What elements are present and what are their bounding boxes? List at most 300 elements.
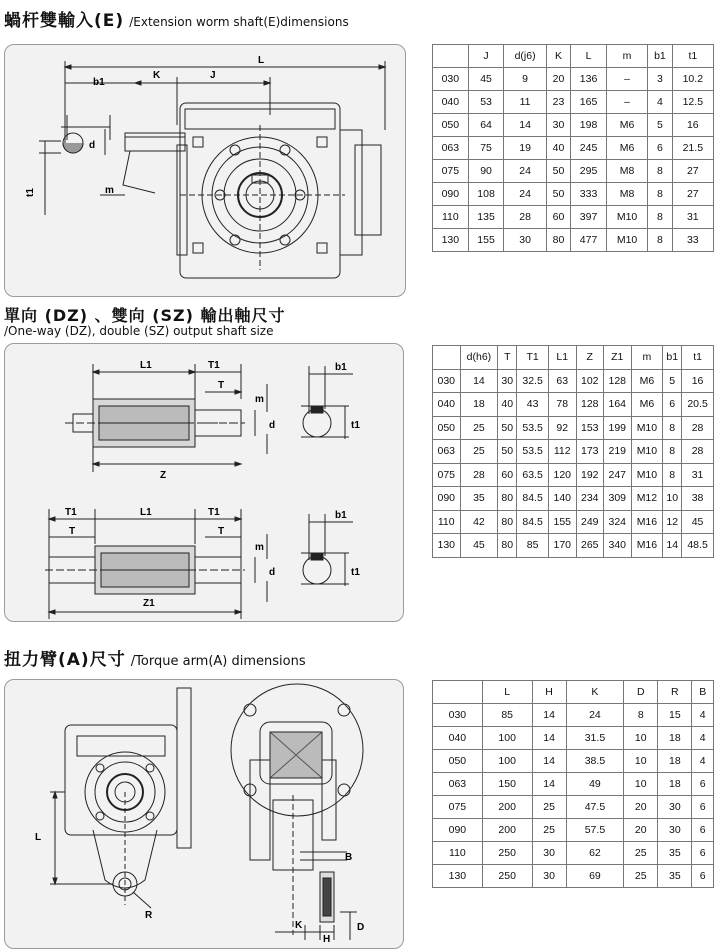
table-cell: 6 (692, 842, 714, 865)
label-b1: b1 (93, 77, 105, 88)
table-cell: M10 (606, 229, 647, 252)
table-cell: 4 (692, 750, 714, 773)
worm-shaft-table (432, 44, 714, 252)
row-size-cell: 030 (433, 68, 469, 91)
label-t1-bottom: t1 (351, 567, 360, 578)
table-cell: 21.5 (672, 137, 713, 160)
table-row (433, 463, 714, 487)
table-cell: 40 (546, 137, 570, 160)
table-cell: 265 (576, 534, 604, 558)
table-cell: 6 (663, 393, 682, 417)
table-cell: 16 (682, 369, 714, 393)
label-m-top: m (255, 394, 264, 405)
table-cell: 49 (566, 773, 624, 796)
table-cell: 100 (482, 727, 532, 750)
table-row (433, 68, 714, 91)
table-cell: 219 (604, 440, 632, 464)
table-cell: 14 (532, 750, 566, 773)
table-cell: 14 (532, 727, 566, 750)
table-cell: 60 (546, 206, 570, 229)
row-size-cell: 075 (433, 160, 469, 183)
row-size-cell: 063 (433, 773, 483, 796)
table-cell: 80 (498, 510, 517, 534)
table-cell: M6 (606, 114, 647, 137)
table-cell: 112 (549, 440, 577, 464)
table-cell: 245 (571, 137, 607, 160)
table-cell: 63 (549, 369, 577, 393)
table-cell: M10 (631, 416, 663, 440)
table-cell: 234 (576, 487, 604, 511)
table-cell: 14 (460, 369, 498, 393)
table-cell: M16 (631, 510, 663, 534)
row-size-cell: 090 (433, 819, 483, 842)
table-cell: 200 (482, 819, 532, 842)
torque-arm-drawing (4, 679, 404, 949)
column-header: b1 (648, 45, 672, 68)
label-t1: t1 (25, 188, 36, 197)
section1-heading (4, 6, 349, 31)
column-header: Z1 (604, 346, 632, 370)
table-cell: 50 (546, 160, 570, 183)
table-cell: 4 (648, 91, 672, 114)
table-cell: 198 (571, 114, 607, 137)
label-T1-top: T1 (208, 360, 220, 371)
column-header: m (606, 45, 647, 68)
table-cell: 4 (692, 727, 714, 750)
table-cell: 30 (658, 796, 692, 819)
table-cell: 84.5 (517, 487, 549, 511)
column-header: b1 (663, 346, 682, 370)
label-d-top: d (269, 420, 276, 431)
table-cell: 45 (682, 510, 714, 534)
table-cell: 57.5 (566, 819, 624, 842)
table-cell: 6 (692, 819, 714, 842)
row-size-cell: 040 (433, 393, 461, 417)
table-cell: 100 (482, 750, 532, 773)
table-cell: 20.5 (682, 393, 714, 417)
row-size-cell: 090 (433, 183, 469, 206)
table-cell: 25 (624, 865, 658, 888)
table-cell: 8 (663, 440, 682, 464)
label-T1-right: T1 (208, 507, 220, 518)
table-cell: 50 (498, 416, 517, 440)
table-cell: 28 (682, 440, 714, 464)
table-cell: 10.2 (672, 68, 713, 91)
column-header: K (566, 681, 624, 704)
table-cell: 20 (624, 796, 658, 819)
table-cell: 14 (663, 534, 682, 558)
table-cell: 45 (460, 534, 498, 558)
row-size-cell: 110 (433, 842, 483, 865)
row-size-cell: 130 (433, 865, 483, 888)
table-cell: 200 (482, 796, 532, 819)
table-cell: 8 (648, 160, 672, 183)
table-row (433, 704, 714, 727)
label-J: J (210, 70, 216, 81)
table-cell: 477 (571, 229, 607, 252)
section3-title-cn: 扭力臂(A)尺寸 (4, 650, 126, 670)
table-cell: 30 (546, 114, 570, 137)
table-cell: 31 (682, 463, 714, 487)
table-cell: 35 (658, 842, 692, 865)
table-cell: 173 (576, 440, 604, 464)
label-L: L (35, 832, 42, 843)
table-cell: 53.5 (517, 416, 549, 440)
table-cell: 31 (672, 206, 713, 229)
table-cell: 14 (532, 704, 566, 727)
table-cell: M10 (606, 206, 647, 229)
column-header: R (658, 681, 692, 704)
table-header-row (433, 346, 714, 370)
table-cell: 128 (604, 369, 632, 393)
table-cell: 75 (468, 137, 504, 160)
table-cell: 165 (571, 91, 607, 114)
table-cell: M6 (631, 393, 663, 417)
table-cell: 8 (624, 704, 658, 727)
table-cell: 31.5 (566, 727, 624, 750)
torque-arm-svg (5, 680, 403, 948)
table-cell: 250 (482, 842, 532, 865)
section3-heading (4, 645, 306, 670)
column-header: m (631, 346, 663, 370)
table-cell: 12.5 (672, 91, 713, 114)
label-Z: Z (160, 470, 167, 481)
table-cell: 120 (549, 463, 577, 487)
table-row (433, 416, 714, 440)
table-cell: 108 (468, 183, 504, 206)
table-cell: 8 (663, 463, 682, 487)
table-cell: 38 (682, 487, 714, 511)
row-size-cell: 063 (433, 137, 469, 160)
row-size-cell: 050 (433, 416, 461, 440)
table-cell: 27 (672, 160, 713, 183)
column-header: t1 (672, 45, 713, 68)
column-header: d(h6) (460, 346, 498, 370)
table-cell: 11 (504, 91, 546, 114)
row-size-cell: 040 (433, 91, 469, 114)
table-cell: 27 (672, 183, 713, 206)
row-size-cell: 050 (433, 750, 483, 773)
section2-title-en: /One-way (DZ), double (SZ) output shaft size (4, 324, 274, 338)
table-cell: 250 (482, 865, 532, 888)
column-header (433, 346, 461, 370)
column-header: L (482, 681, 532, 704)
table-cell: 14 (532, 773, 566, 796)
column-header: Z (576, 346, 604, 370)
table-cell: 50 (498, 440, 517, 464)
table-cell: M10 (631, 440, 663, 464)
table-cell: 18 (460, 393, 498, 417)
table-cell: 60 (498, 463, 517, 487)
row-size-cell: 090 (433, 487, 461, 511)
column-header: B (692, 681, 714, 704)
table-cell: 43 (517, 393, 549, 417)
column-header: T (498, 346, 517, 370)
row-size-cell: 130 (433, 229, 469, 252)
label-d-bottom: d (269, 567, 276, 578)
section1-title-cn: 蝸杆雙輸入(E) (4, 11, 125, 31)
label-L1-top: L1 (140, 360, 152, 371)
table-header-row (433, 45, 714, 68)
table-cell: 18 (658, 773, 692, 796)
table-cell: 64 (468, 114, 504, 137)
table-row (433, 510, 714, 534)
worm-shaft-drawing (4, 44, 406, 297)
section1-title-en: /Extension worm shaft(E)dimensions (129, 15, 349, 29)
row-size-cell: 040 (433, 727, 483, 750)
table-cell: 18 (658, 727, 692, 750)
table-cell: 25 (532, 796, 566, 819)
table-cell: M6 (631, 369, 663, 393)
table-cell: 25 (624, 842, 658, 865)
table-cell: 16 (672, 114, 713, 137)
table-cell: 5 (663, 369, 682, 393)
row-size-cell: 130 (433, 534, 461, 558)
table-cell: 38.5 (566, 750, 624, 773)
label-T-left: T (69, 526, 76, 537)
table-header-row (433, 681, 714, 704)
column-header: t1 (682, 346, 714, 370)
label-b1-top: b1 (335, 362, 347, 373)
table-cell: 62 (566, 842, 624, 865)
label-R: R (145, 910, 153, 921)
label-K: K (153, 70, 161, 81)
label-m-bottom: m (255, 542, 264, 553)
column-header: L1 (549, 346, 577, 370)
label-b1-bottom: b1 (335, 510, 347, 521)
column-header (433, 45, 469, 68)
table-row (433, 842, 714, 865)
table-cell: 140 (549, 487, 577, 511)
table-cell: M12 (631, 487, 663, 511)
table-cell: 35 (460, 487, 498, 511)
output-shaft-table (432, 345, 714, 558)
table-row (433, 229, 714, 252)
table-cell: 155 (468, 229, 504, 252)
row-size-cell: 030 (433, 704, 483, 727)
table-cell: 30 (658, 819, 692, 842)
row-size-cell: 050 (433, 114, 469, 137)
table-cell: 153 (576, 416, 604, 440)
label-D: D (357, 922, 365, 933)
table-cell: 33 (672, 229, 713, 252)
table-cell: 3 (648, 68, 672, 91)
table-cell: 80 (498, 534, 517, 558)
table-cell: M8 (606, 160, 647, 183)
table-cell: 6 (692, 773, 714, 796)
column-header: T1 (517, 346, 549, 370)
table-cell: 85 (482, 704, 532, 727)
table-row (433, 773, 714, 796)
table-cell: 63.5 (517, 463, 549, 487)
table-cell: 42 (460, 510, 498, 534)
table-cell: 25 (460, 440, 498, 464)
section3-title-en: /Torque arm(A) dimensions (130, 654, 306, 669)
table-cell: 9 (504, 68, 546, 91)
table-row (433, 534, 714, 558)
table-row (433, 750, 714, 773)
table-row (433, 440, 714, 464)
label-L: L (258, 55, 265, 66)
table-row (433, 114, 714, 137)
row-size-cell: 110 (433, 206, 469, 229)
table-cell: 80 (498, 487, 517, 511)
table-cell: 6 (692, 796, 714, 819)
table-cell: 170 (549, 534, 577, 558)
row-size-cell: 075 (433, 463, 461, 487)
table-cell: 23 (546, 91, 570, 114)
table-cell: 8 (648, 183, 672, 206)
table-cell: 85 (517, 534, 549, 558)
label-T1-left: T1 (65, 507, 77, 518)
table-cell: M6 (606, 137, 647, 160)
row-size-cell: 075 (433, 796, 483, 819)
table-cell: 6 (692, 865, 714, 888)
table-row (433, 369, 714, 393)
table-cell: 164 (604, 393, 632, 417)
table-cell: 8 (648, 229, 672, 252)
table-cell: 40 (498, 393, 517, 417)
table-cell: 24 (504, 160, 546, 183)
section2-title-cn: 單向 (DZ) 、雙向 (SZ) 輸出軸尺寸 (4, 306, 286, 325)
table-cell: 295 (571, 160, 607, 183)
table-cell: 25 (532, 819, 566, 842)
table-cell: 53.5 (517, 440, 549, 464)
table-cell: 155 (549, 510, 577, 534)
label-T-right: T (218, 526, 225, 537)
table-row (433, 183, 714, 206)
table-cell: M8 (606, 183, 647, 206)
table-row (433, 137, 714, 160)
table-cell: 6 (648, 137, 672, 160)
table-cell: 30 (498, 369, 517, 393)
table-cell: 136 (571, 68, 607, 91)
table-cell: 12 (663, 510, 682, 534)
table-cell: 309 (604, 487, 632, 511)
table-cell: 15 (658, 704, 692, 727)
table-row (433, 819, 714, 842)
output-shaft-svg (5, 344, 403, 621)
table-cell: 4 (692, 704, 714, 727)
column-header: D (624, 681, 658, 704)
torque-arm-table (432, 680, 714, 888)
table-cell: 8 (648, 206, 672, 229)
row-size-cell: 063 (433, 440, 461, 464)
table-row (433, 206, 714, 229)
table-cell: 24 (504, 183, 546, 206)
table-cell: 92 (549, 416, 577, 440)
table-cell: 199 (604, 416, 632, 440)
table-cell: 50 (546, 183, 570, 206)
column-header: L (571, 45, 607, 68)
table-cell: 53 (468, 91, 504, 114)
table-cell: 10 (624, 773, 658, 796)
column-header: J (468, 45, 504, 68)
table-cell: 397 (571, 206, 607, 229)
label-K: K (295, 920, 303, 931)
output-shaft-drawing (4, 343, 404, 622)
table-row (433, 487, 714, 511)
table-cell: 30 (504, 229, 546, 252)
table-cell: 48.5 (682, 534, 714, 558)
table-cell: – (606, 91, 647, 114)
table-cell: 80 (546, 229, 570, 252)
table-cell: 18 (658, 750, 692, 773)
table-cell: 14 (504, 114, 546, 137)
table-cell: 324 (604, 510, 632, 534)
table-cell: 340 (604, 534, 632, 558)
table-cell: 20 (546, 68, 570, 91)
table-cell: 78 (549, 393, 577, 417)
column-header: d(j6) (504, 45, 546, 68)
label-m: m (105, 185, 114, 196)
table-cell: 30 (532, 842, 566, 865)
table-row (433, 796, 714, 819)
table-cell: M16 (631, 534, 663, 558)
row-size-cell: 030 (433, 369, 461, 393)
table-cell: M10 (631, 463, 663, 487)
table-cell: 102 (576, 369, 604, 393)
table-row (433, 91, 714, 114)
table-cell: 249 (576, 510, 604, 534)
table-cell: 84.5 (517, 510, 549, 534)
table-cell: 10 (624, 750, 658, 773)
table-cell: 24 (566, 704, 624, 727)
table-cell: 90 (468, 160, 504, 183)
label-H: H (323, 934, 331, 945)
row-size-cell: 110 (433, 510, 461, 534)
table-row (433, 160, 714, 183)
table-cell: 47.5 (566, 796, 624, 819)
column-header (433, 681, 483, 704)
label-t1-top: t1 (351, 420, 360, 431)
table-cell: 19 (504, 137, 546, 160)
table-cell: 20 (624, 819, 658, 842)
table-cell: 247 (604, 463, 632, 487)
table-cell: 28 (682, 416, 714, 440)
label-L1-bottom: L1 (140, 507, 152, 518)
label-B: B (345, 852, 353, 863)
table-cell: 135 (468, 206, 504, 229)
table-row (433, 727, 714, 750)
table-cell: 192 (576, 463, 604, 487)
table-cell: 28 (460, 463, 498, 487)
worm-shaft-svg (5, 45, 405, 296)
table-cell: 150 (482, 773, 532, 796)
table-cell: 45 (468, 68, 504, 91)
table-cell: 69 (566, 865, 624, 888)
label-Z1: Z1 (143, 598, 155, 609)
table-cell: 10 (624, 727, 658, 750)
table-cell: 8 (663, 416, 682, 440)
table-cell: 10 (663, 487, 682, 511)
table-cell: 35 (658, 865, 692, 888)
table-cell: 128 (576, 393, 604, 417)
table-row (433, 393, 714, 417)
table-cell: 25 (460, 416, 498, 440)
column-header: H (532, 681, 566, 704)
table-cell: 28 (504, 206, 546, 229)
table-cell: 333 (571, 183, 607, 206)
table-cell: 30 (532, 865, 566, 888)
label-d: d (89, 140, 96, 151)
label-T-top: T (218, 380, 225, 391)
column-header: K (546, 45, 570, 68)
section2-heading (4, 303, 286, 338)
table-cell: 5 (648, 114, 672, 137)
table-cell: – (606, 68, 647, 91)
table-row (433, 865, 714, 888)
